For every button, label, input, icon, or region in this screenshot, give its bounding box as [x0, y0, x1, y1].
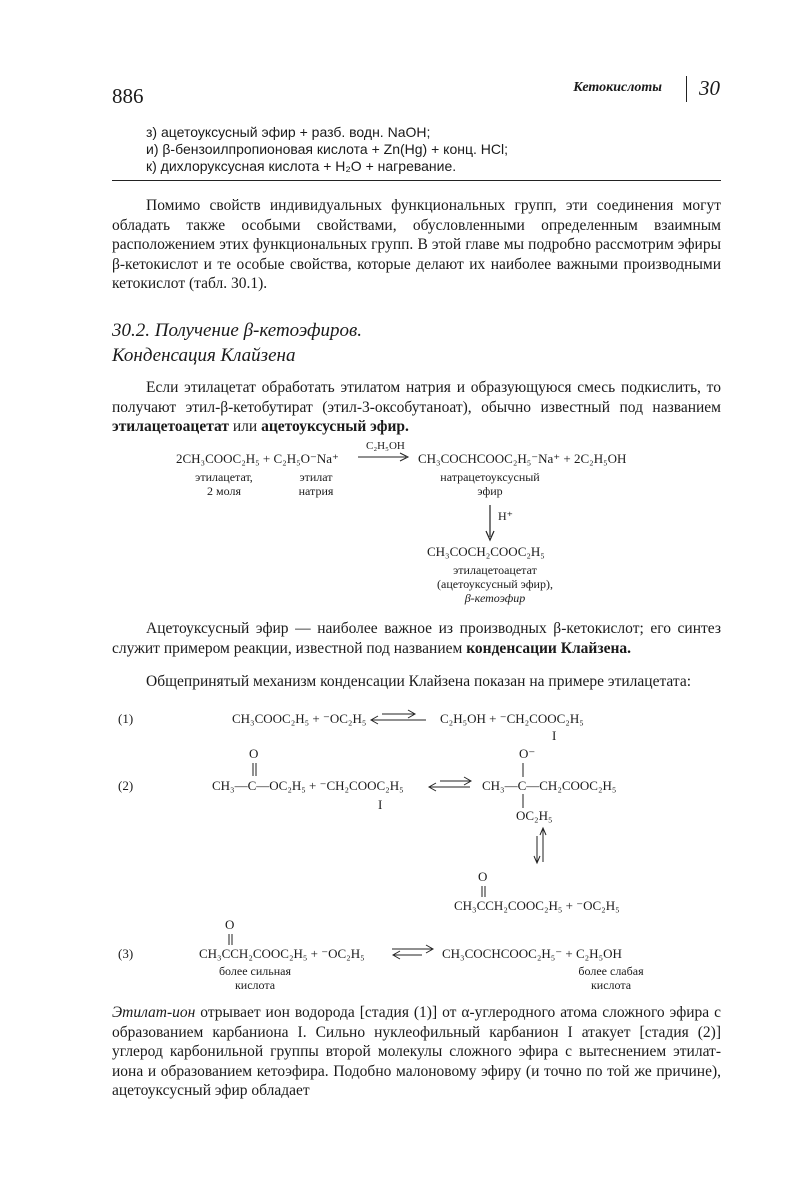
header-divider: [686, 76, 687, 102]
running-title: Кетокислоты: [573, 80, 662, 95]
step2-bond-down: [520, 793, 526, 809]
term-acetoacetic-ester: ацетоуксусный эфир.: [261, 418, 409, 435]
step3-products: CH₃COCHCOOC₂H₅⁻ + C₂H₅OH: [442, 946, 622, 961]
weaker-acid-label: более слабая кислота: [578, 964, 644, 992]
term-ethoxide-ion: Этилат-ион: [112, 1004, 196, 1021]
step2-equilibrium-arrow: [426, 776, 476, 792]
intro-paragraph: Помимо свойств индивидуальных функциональных групп, эти соединения могут обладать также особыми свойствами, обусловленными определенным взаимным расположением этих функциональных групп. В этой главе мы подробно рассмотрим эфиры β-кетокислот и те особые свойства, которые делают их наиболее важными производными кетокислот (табл. 30.1).: [112, 197, 721, 292]
step3-number: (3): [118, 946, 134, 961]
step1-reactants: CH₃COOC₂H₅ + ⁻OC₂H₅: [232, 711, 367, 726]
step2-products: CH₃CCH₂COOC₂H₅ + ⁻OC₂H₅: [454, 898, 620, 913]
step1-number: (1): [118, 711, 134, 726]
step3-equilibrium-arrow: [388, 944, 436, 960]
paragraph-mechanism-explanation: Этилат-ион отрывает ион водорода [стадия (1)] от α-углеродного атома сложного эфира с образованием карбаниона I. Сильно нуклеофильный карбанион I атакует [стадия (2)] углерод карбонильной группы второй молекулы сложного эфира с вытеснением этилат-иона и образованием кетоэфира. Подобно малоновому эфиру (и точно по той же причине), ацетоуксусный эфир обладает: [112, 1004, 721, 1099]
scheme1-reactants: 2CH₃COOC₂H₅ + C₂H₅O⁻Na⁺: [176, 451, 339, 466]
step2-oxyanion: O⁻: [519, 746, 536, 761]
scheme1-arrow: [356, 450, 412, 464]
section-title-line1: 30.2. Получение β-кетоэфиров.: [112, 320, 363, 341]
term-claisen-condensation: конденсации Клайзена.: [466, 639, 632, 657]
step2-bond-up: [520, 762, 526, 778]
exercise-item: к) дихлоруксусная кислота + H₂O + нагревание.: [146, 158, 457, 174]
paragraph-acetoacetic: Ацетоуксусный эфир — наиболее важное из производных β-кетокислот; его синтез служит примером реакции, известной под названием конденсации Клайзена.: [112, 620, 721, 657]
acidify-arrow: [484, 503, 496, 543]
section-divider: [112, 180, 721, 181]
label-sodium-salt: натрацетоуксусный эфир: [440, 470, 540, 498]
step2-carbanion-label: I: [378, 797, 383, 812]
chapter-number: 30: [699, 76, 720, 100]
step2-product-double-bond: [480, 886, 488, 898]
acid-label: H⁺: [498, 509, 513, 523]
term-ethyl-acetoacetate: этилацетоацетат: [112, 418, 229, 435]
page-number: 886: [112, 84, 144, 108]
step3-double-bond: [227, 934, 235, 946]
step2-double-bond: [251, 763, 259, 777]
step2-carbonyl-o: O: [249, 746, 259, 761]
section-heading: [112, 318, 362, 368]
label-ethyl-acetate: этилацетат, 2 моля: [195, 470, 253, 498]
final-product-label: этилацетоацетат (ацетоуксусный эфир), β-кетоэфир: [437, 563, 553, 605]
step2-ethoxy: OC₂H₅: [516, 808, 553, 823]
step3-reactants: CH₃CCH₂COOC₂H₅ + ⁻OC₂H₅: [199, 946, 365, 961]
scheme1-final-product: CH₃COCH₂COOC₂H₅: [427, 544, 545, 559]
step1-equilibrium-arrow: [368, 709, 430, 725]
paragraph-claisen-intro: Если этилацетат обработать этилатом натрия и образующуюся смесь подкислить, то получают этил-β-кетобутират (этил-3-оксобутаноат), обычно известный под названием этилацетоацетат или ацетоуксусный эфир.: [112, 379, 721, 435]
step3-carbonyl-o: O: [225, 917, 235, 932]
step2-vertical-equilibrium: [533, 826, 547, 866]
scheme1-products: CH₃COCHCOOC₂H₅⁻Na⁺ + 2C₂H₅OH: [418, 451, 627, 466]
scheme1-condition: C₂H₅OH: [366, 440, 405, 452]
stronger-acid-label: более сильная кислота: [218, 964, 292, 992]
paragraph-mechanism-intro: Общепринятый механизм конденсации Клайзена показан на примере этилацетата:: [146, 673, 692, 690]
exercise-item: и) β-бензоилпропионовая кислота + Zn(Hg) + конц. HCl;: [146, 141, 508, 157]
carbanion-label: I: [552, 728, 557, 743]
step2-tetrahedral: CH₃—C—CH₂COOC₂H₅: [482, 778, 617, 793]
step2-reactants: CH₃—C—OC₂H₅ + ⁻CH₂COOC₂H₅: [212, 778, 404, 793]
step2-product-o: O: [478, 869, 488, 884]
section-title-line2: Конденсация Клайзена: [112, 345, 296, 366]
exercise-item: з) ацетоуксусный эфир + разб. водн. NaOH;: [146, 124, 431, 140]
step2-number: (2): [118, 778, 134, 793]
step1-products: C₂H₅OH + ⁻CH₂COOC₂H₅: [440, 711, 584, 726]
label-sodium-ethoxide: этилат натрия: [298, 470, 334, 498]
